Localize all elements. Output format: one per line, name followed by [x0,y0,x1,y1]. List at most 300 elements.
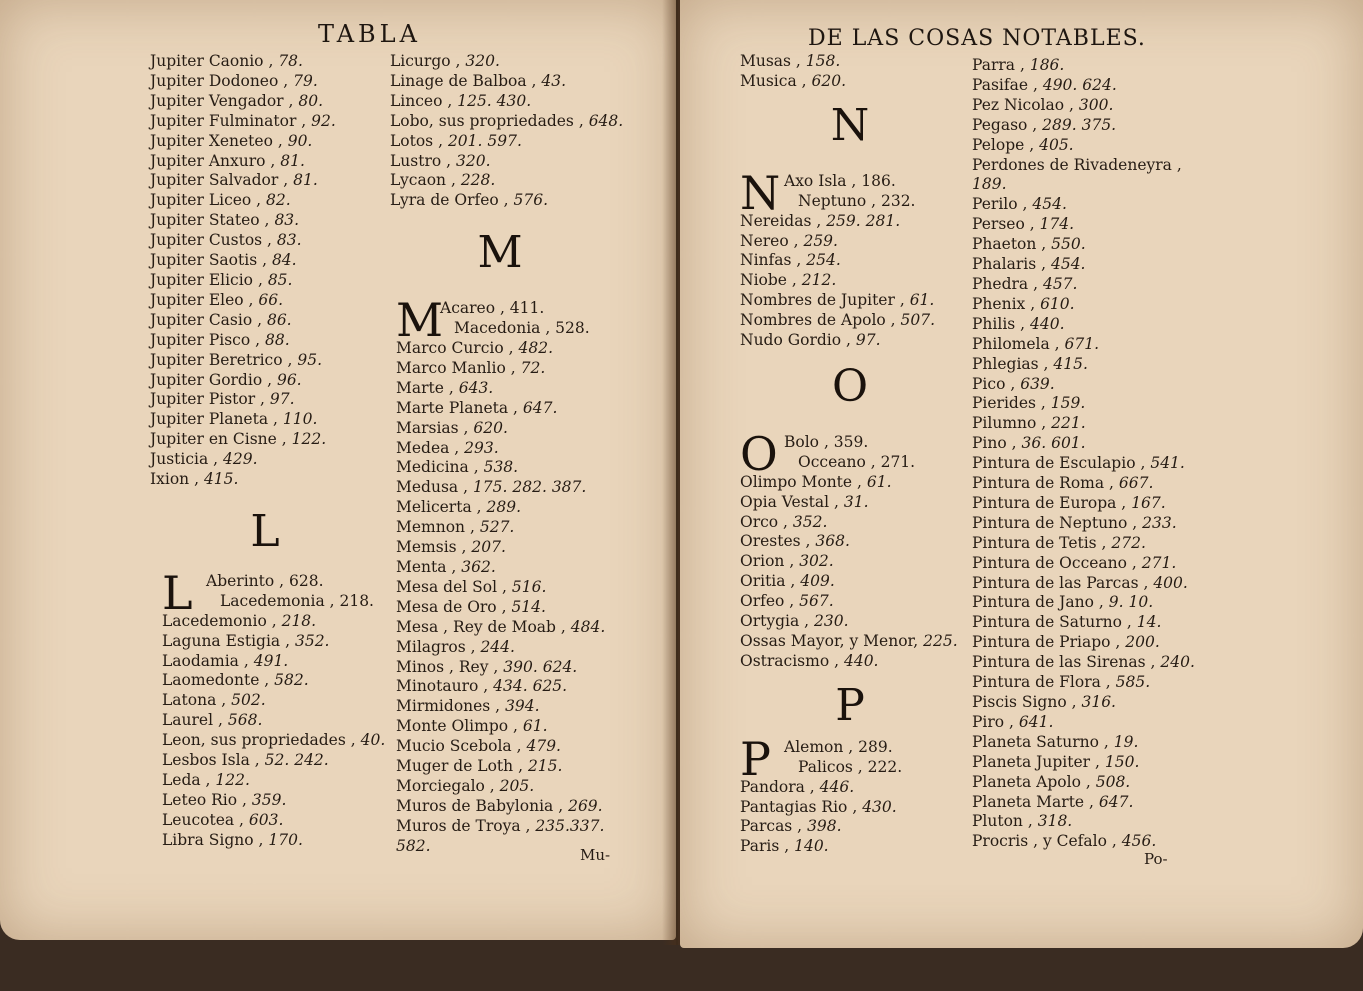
entry-pages: 83. [276,231,302,250]
index-entry [396,379,660,399]
index-entry [396,478,660,498]
entry-pages: 235.337. [535,816,605,835]
entry-term: Jupiter Custos , [150,231,272,250]
drop-cap-p: P [740,731,771,786]
entry-pages: 228. [460,171,496,190]
entry-pages: 456. [1121,832,1157,851]
entry-term: Paris , [740,837,790,856]
entry-pages: 620. [473,418,508,437]
index-entry [740,572,1010,592]
entry-term: Jupiter Caonio , [150,52,274,70]
entry-term: Morciegalo , [396,776,495,795]
index-entry [740,612,1010,632]
index-entry [390,191,660,211]
entries-n [740,212,1010,351]
entry-pages: 90. [287,131,313,150]
entry-pages: 538. [483,458,519,477]
index-entry [396,737,660,757]
entry-pages: 200. [1125,633,1160,652]
entry-pages: 430. [862,797,897,816]
entry-term: Nudo Gordio , [740,331,851,350]
drop-line-2: Lacedemonia , 218. [220,591,374,610]
index-entry [740,592,1010,612]
entry-pages: 175. 282. 387. [472,478,587,497]
entry-term: Lycaon , [390,171,456,190]
entry-term: Nereo , [740,231,799,250]
entry-pages: 271. [1141,553,1177,572]
index-entry [972,355,1242,375]
entry-term: Marco Manlio , [396,358,516,377]
entry-pages: 167. [1131,493,1166,512]
entry-term: Mucio Scebola , [396,737,522,756]
entry-pages: 84. [271,251,297,270]
entry-term: Lustro , [390,151,452,170]
entry-pages: 516. [511,577,547,596]
index-entry [740,52,1010,72]
entry-term: Parra , [972,56,1025,74]
index-entry [162,711,420,731]
index-entry [972,235,1242,255]
entry-pages: 269. [568,796,603,815]
index-entry [972,753,1242,773]
entry-term: Pintura de las Parcas , [972,573,1149,592]
index-entry [162,831,420,851]
drop-line-1: Alemon , 289. [784,737,893,756]
entry-pages: 96. [276,370,302,389]
entry-pages: 454. [1032,195,1067,214]
index-entry [740,232,1010,252]
drop-cap-o: O [740,426,778,481]
entry-pages: 484. [570,617,606,636]
entry-term: Phaeton , [972,235,1047,254]
index-entry [150,132,420,152]
entry-pages: 457. [1042,274,1078,293]
entry-term: Pez Nicolao , [972,95,1074,114]
entry-pages: 97. [269,390,295,409]
index-entry [740,72,1010,92]
entry-term: Jupiter Vengador , [150,91,294,110]
index-entry [396,717,660,737]
index-entry [150,231,420,251]
entry-term: Linage de Balboa , [390,71,537,90]
entry-pages: 125. 430. [457,91,532,110]
entry-term: Jupiter Eleo , [150,290,254,309]
entry-pages: 31. [843,492,869,511]
index-entry [972,832,1242,852]
entry-term: Perseo , [972,215,1035,234]
entry-pages: 40. [360,731,386,750]
drop-line-1: Acareo , 411. [440,299,545,318]
index-entry [162,771,420,791]
entry-pages: 585. [1115,673,1151,692]
entry-term: Jupiter Liceo , [150,191,262,210]
entry-pages: 446. [819,777,855,796]
entry-pages: 110. [282,410,318,429]
entry-term: Pilumno , [972,414,1047,433]
index-entry [150,271,420,291]
entry-pages: 61. [866,472,892,491]
entry-term: Perilo , [972,195,1028,214]
entry-pages: 159. [1050,394,1086,413]
entry-pages: 186. [1029,56,1065,74]
entry-term: Memsis , [396,538,467,557]
entry-term: Niobe , [740,271,797,290]
entry-term: Parcas , [740,817,803,836]
entry-term: Pintura de las Sirenas , [972,653,1156,672]
entry-term: Nombres de Apolo , [740,311,896,330]
entry-term: Musica , [740,71,807,90]
entry-term: Lyra de Orfeo , [390,191,509,210]
index-entry [740,513,1010,533]
entry-pages: 174. [1039,215,1075,234]
running-head-left: TABLA [318,20,421,48]
entry-term: Lacedemonio , [162,611,277,630]
index-entry [972,574,1242,594]
index-entry [740,837,1010,857]
entry-pages: 567. [799,592,834,611]
left-col-2 [390,52,660,857]
index-entry [162,791,420,811]
entry-term: Jupiter Beretrico , [150,350,293,369]
index-entry [740,271,1010,291]
index-entry [162,731,420,751]
index-entry [150,52,420,72]
index-entry [150,470,420,490]
entry-pages: 212. [801,271,837,290]
entry-pages: 415. [203,470,239,489]
entry-term: Olimpo Monte , [740,472,862,491]
index-entry [972,255,1242,275]
entry-pages: 582. [396,836,431,855]
section-letter-o: O [831,360,869,412]
index-entry [150,72,420,92]
entry-term: Mesa , Rey de Moab , [396,617,566,636]
entry-pages: 454. [1050,255,1086,274]
entry-pages: 205. [499,776,535,795]
entry-term: Marte , [396,378,454,397]
entry-term: Marco Curcio , [396,339,514,358]
entry-term: Procris , y Cefalo , [972,832,1117,851]
entry-pages: 61. [909,291,935,310]
entry-pages: 620. [811,71,846,90]
drop-line-1: Aberinto , 628. [206,571,324,590]
entry-pages: 482. [518,339,553,358]
index-entry [972,514,1242,534]
entry-pages: 259. [803,231,838,250]
entry-pages: 88. [264,330,290,349]
entries-o [740,473,1010,672]
index-entry [150,430,420,450]
entries-m [396,339,660,857]
entry-pages: 394. [505,697,540,716]
index-entry [150,351,420,371]
right-col-2 [972,56,1242,852]
entry-pages: 368. [815,532,850,551]
entry-term: Minos , Rey , [396,657,499,676]
index-entry [396,837,660,857]
entry-pages: 352. [294,631,330,650]
index-entry [740,632,1010,652]
index-entry [150,390,420,410]
index-entry [396,538,660,558]
index-entry [150,191,420,211]
entry-term: Lobo, sus propriedades , [390,111,584,130]
index-entry [162,632,420,652]
entry-term: Menta , [396,558,457,577]
entries-mu [740,52,1010,92]
entry-pages: 66. [258,290,284,309]
index-entry [396,638,660,658]
entry-term: Laguna Estigia , [162,631,291,650]
index-entry [972,554,1242,574]
entry-term: Phalaris , [972,255,1047,274]
entry-term: Laomedonte , [162,671,270,690]
index-entry [150,171,420,191]
entry-term: Mesa del Sol , [396,577,507,596]
entry-term: Jupiter Xeneteo , [150,131,283,150]
entry-term: Pelope , [972,135,1035,154]
entry-pages: 72. [520,358,546,377]
index-entry [972,593,1242,613]
index-entry [972,693,1242,713]
entry-pages: 81. [280,151,305,170]
entry-term: Mirmidones , [396,697,501,716]
drop-line-2: Macedonia , 528. [454,319,590,338]
entry-term: Licurgo , [390,52,461,70]
catchword-left: Mu- [580,846,611,864]
entry-term: Ossas Mayor, y Menor, [740,632,919,650]
entry-pages: 170. [268,830,303,849]
index-entry [972,136,1242,156]
entry-term: Philomela , [972,334,1060,353]
entry-pages: 648. [588,111,624,130]
entries-pa [972,56,1242,852]
right-page [680,0,1363,948]
index-entry [396,797,660,817]
index-entry [972,812,1242,832]
entry-term: Perdones de Rivadeneyra , [972,155,1182,174]
index-entry [740,532,1010,552]
index-entry [162,652,420,672]
entry-pages: 429. [223,450,258,469]
entry-term: Memnon , [396,518,475,537]
entry-term: Jupiter Stateo , [150,211,270,230]
index-entry [150,112,420,132]
index-entry [396,757,660,777]
index-entry [972,454,1242,474]
entry-term: Ortygia , [740,612,810,631]
entry-term: Jupiter Elicio , [150,270,263,289]
entry-term: Pandora , [740,777,815,796]
entry-pages: 603. [248,810,284,829]
entry-pages: 300. [1078,95,1114,114]
entry-pages: 400. [1153,573,1188,592]
index-entry [150,92,420,112]
index-entry [972,394,1242,414]
index-entry [740,552,1010,572]
index-entry [396,618,660,638]
index-entry [972,653,1242,673]
entry-term: Opia Vestal , [740,492,839,511]
entry-term: Minotauro , [396,677,489,696]
entry-pages: 359. [251,790,287,809]
entry-term: Planeta Marte , [972,792,1094,811]
index-entry [740,212,1010,232]
index-entry [396,439,660,459]
index-entry [972,96,1242,116]
entry-term: Jupiter Salvador , [150,171,289,190]
entry-pages: 550. [1051,235,1086,254]
entry-term: Ixion , [150,470,199,489]
entry-pages: 272. [1111,533,1146,552]
entry-pages: 508. [1095,772,1131,791]
entry-term: Muros de Babylonia , [396,796,564,815]
index-entry [150,331,420,351]
index-entry [396,558,660,578]
entry-term: Planeta Saturno , [972,732,1109,751]
entry-term: Pintura de Roma , [972,474,1114,493]
entry-pages: 9. 10. [1108,593,1154,612]
entry-pages: 92. [311,111,336,130]
entry-pages: 95. [297,350,323,369]
index-entry [162,691,420,711]
entry-term: Piro , [972,712,1014,731]
entry-pages: 352. [792,512,828,531]
entry-pages: 576. [513,191,549,210]
entry-pages: 122. [291,430,327,449]
drop-cap-n: N [740,165,781,220]
entry-pages: 302. [799,552,834,571]
section-letter-l: L [250,505,280,557]
entry-pages: 52. 242. [264,751,329,770]
drop-cap-l: L [162,565,193,620]
index-entry [740,493,1010,513]
index-entry [162,671,420,691]
entry-pages: 158. [805,52,841,70]
entry-term: Pintura de Saturno , [972,613,1132,632]
index-entry [972,215,1242,235]
index-entry [740,291,1010,311]
index-entry [972,56,1242,76]
index-entry [972,315,1242,335]
entry-pages: 434. 625. [493,677,568,696]
index-entry [972,175,1242,195]
entry-term: Jupiter Planeta , [150,410,278,429]
entry-term: Muger de Loth , [396,757,523,776]
entry-term: Leon, sus propriedades , [162,731,356,750]
left-page [0,0,676,940]
index-entry [150,152,420,172]
entries-j [150,52,420,490]
entry-term: Orion , [740,552,795,571]
entry-term: Latona , [162,691,227,710]
entry-pages: 409. [800,572,835,591]
index-entry [396,399,660,419]
index-entry [396,658,660,678]
index-entry [972,116,1242,136]
entry-term: Medea , [396,438,460,457]
entry-term: Philis , [972,314,1026,333]
entry-term: Pierides , [972,394,1046,413]
index-entry [396,419,660,439]
entry-term: Oritia , [740,572,796,591]
entry-term: Orfeo , [740,592,795,611]
index-entry [162,612,420,632]
index-entry [150,251,420,271]
entry-term: Planeta Apolo , [972,772,1091,791]
entry-pages: 643. [458,378,494,397]
entry-term: Ninfas , [740,251,802,270]
entry-term: Jupiter Saotis , [150,251,267,270]
entry-term: Orco , [740,512,788,531]
index-entry [972,673,1242,693]
entry-term: Pintura de Esculapio , [972,454,1146,473]
entry-term: Ostracismo , [740,651,840,670]
entry-term: Jupiter Fulminator , [150,111,307,130]
entry-term: Leteo Rio , [162,790,247,809]
entry-pages: 610. [1040,294,1075,313]
entry-pages: 85. [267,270,293,289]
index-entry [972,295,1242,315]
section-letter-p: P [835,679,865,731]
entry-term: Milagros , [396,637,476,656]
index-entry [396,777,660,797]
index-entry [972,773,1242,793]
entry-pages: 215. [527,757,563,776]
entry-pages: 541. [1150,454,1185,473]
entry-term: Mesa de Oro , [396,597,507,616]
drop-line-2: Palicos , 222. [798,757,903,776]
entry-term: Pintura de Jano , [972,593,1104,612]
right-col-1 [740,52,1010,857]
index-entry [972,633,1242,653]
index-entry [972,156,1242,176]
entry-pages: 289. [486,498,521,517]
entry-pages: 19. [1113,732,1139,751]
entry-pages: 225. [923,632,958,650]
entry-pages: 491. [253,651,289,670]
index-entry [150,450,420,470]
index-entry [390,92,660,112]
entry-pages: 78. [278,52,303,70]
entry-pages: 81. [293,171,318,190]
entry-term: Nereidas , [740,211,822,230]
entry-term: Pino , [972,434,1017,453]
entry-term: Pico , [972,374,1016,393]
entry-pages: 83. [274,211,300,230]
index-entry [740,652,1010,672]
entry-pages: 254. [806,251,841,270]
entry-term: Phedra , [972,274,1039,293]
entry-pages: 647. [522,398,558,417]
index-entry [972,494,1242,514]
entry-term: Jupiter Pistor , [150,390,265,409]
index-entry [972,613,1242,633]
entry-term: Phenix , [972,294,1036,313]
left-col-1 [150,52,420,851]
entry-pages: 647. [1098,792,1134,811]
entry-pages: 440. [843,651,879,670]
entry-term: Leucotea , [162,810,244,829]
entry-term: Laurel , [162,711,223,730]
index-entry [162,751,420,771]
entry-pages: 320. [456,151,491,170]
index-entry [972,375,1242,395]
entry-term: Jupiter Casio , [150,310,263,329]
entry-term: Lesbos Isla , [162,751,260,770]
drop-cap-entry-m [396,293,660,348]
entry-pages: 641. [1018,712,1054,731]
